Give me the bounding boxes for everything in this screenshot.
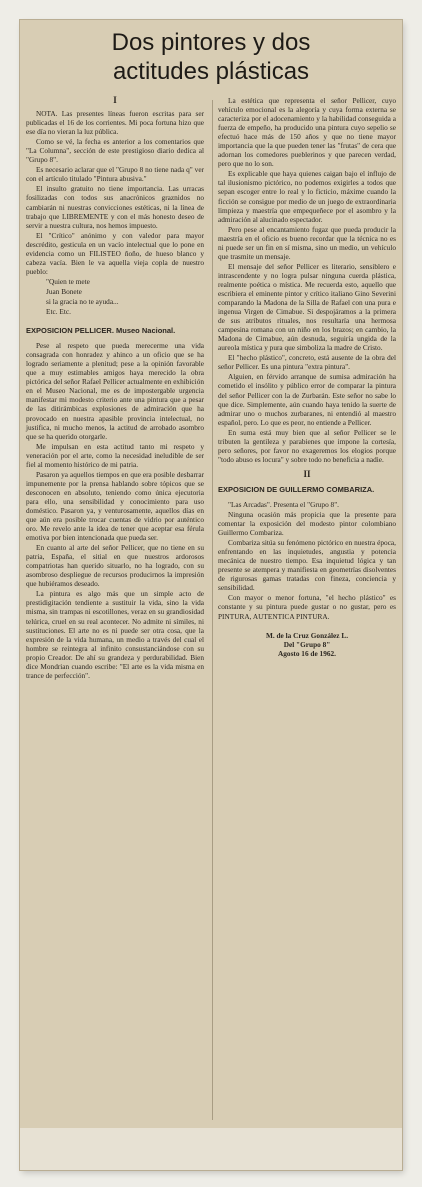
- column-divider: [212, 100, 213, 1120]
- paragraph: Ninguna ocasión más propicia que la presente para comentar la exposición del modesto pintor colombiano Guillermo Combariza.: [218, 510, 396, 538]
- paragraph: Me impulsan en esta actitud tanto mi respeto y veneración por el arte, como la necesidad ineludible de ser fiel al momento histórico de mi patria.: [26, 441, 204, 469]
- paragraph: La pintura es algo más que un simple acto de prestidigitación tendiente a sustituir la vida, sino la vida misma, sin trampas ni escotillones, veraz en su grandiosidad telúrica, cruel en su real acontecer. No admite ni símiles, ni sustituciones. El arte no es ni puede ser otra cosa, que la expresión de la vida humana, un medio a través del cual el hombre se reintegra al infinito consustanciándose con su propio Creador. De ahí su grandeza y perdurabilidad. Bien dice Mondrian cuando escribe: "El arte es la vida misma en trance de perfección".: [26, 589, 204, 680]
- signature-block: [218, 631, 396, 658]
- paragraph: Combariza sitúa su fenómeno pictórico en nuestra época, enfrentando en las inquietudes, angustia y potencia mecánica de nuestro tiempo. Esa inquietud lógica y tan presente se atempera y manifiesta en geometrías disolventes de rigurosas gamas tratadas con fineza, conciencia y sensibilidad.: [218, 538, 396, 593]
- paragraph: Pasaron ya aquellos tiempos en que era posible desbarrar impunemente por la prensa hablando sobre tópicos que se desconocen en absoluto, teniendo como única ejecutoria para ello, una sensibilidad y conocimiento para uso doméstico. Pasaron ya, y venturosamente, aquellos días en que aún era posible trocar cuentas de vidrio por auténtico oro. Me revelo ante la idea de tener que aceptar esa férula emotiva por bien intencionada que pueda ser.: [26, 469, 204, 543]
- left-column: [26, 96, 204, 681]
- paragraph: La estética que representa el señor Pellicer, cuyo vehículo emocional es la alegoría y cuya forma externa se caracteriza por el adocenamiento y la habilidad conseguida a fuerza de empeño, ha producido una pintura cuyo sepelio se efectuó hace más de 150 años y que no tiene mayor importancia que la que pueden tener las "frutas" de cera que adornan los comedores pueblerinos y que parecen verdad, pero que no lo son.: [218, 96, 396, 169]
- headline-line-1: Dos pintores y dos: [111, 29, 311, 56]
- section-title-combariza: EXPOSICION DE GUILLERMO COMBARIZA.: [218, 484, 375, 494]
- section-number-ii: II: [303, 468, 311, 479]
- paragraph: Pese al respeto que pueda merecerme una vida consagrada con honradez y ahinco a un oficio que se ha logrado seriamente a plenitud; pese a la opinión favorable que a muy estimables amigos haya merecido la obra pictórica del señor Rafael Pellicer actualmente en exhibición en el Museo Nacional, me es de impostergable urgencia manifestar mi modesto criterio ante una pintura que a pesar de las ditirámbicas explosiones de admiración que ha provocado en nuestra apasible provincia intelectual, no justifica, ni mucho menos, la actitud de arrobado asombro que se ha querido otorgarle.: [26, 341, 204, 441]
- clipping-bottom-edge: [20, 1128, 402, 1170]
- poem-line: Etc. Etc.: [46, 307, 71, 317]
- paragraph: El mensaje del señor Pellicer es literario, sensiblero e intrascendente y no logra pulsar ninguna cuerda plástica, realmente poética o mística. Me recuerda esto, aquello que escribiera el eminente pintor y crítico italiano Gino Severini comparando la Madona de la Silla de Rafael con una pura e ingenua Virgen de Cimabue. Si despojáramos a la primera de sus atributos rituales, nos resultaría una hermosa campesina romana con un niño en los brazos; en cambio, la Madona de Cimabue, aún desnuda, seguiría ungida de la aureola mística y pura que simboliza la madre de Cristo.: [218, 261, 396, 353]
- section-number-i: I: [113, 95, 117, 105]
- paragraph: El "Crítico" anónimo y con valedor para mayor descrédito, gesticula en un vacío intelectual que lo pone en evidencia como un FILISTEO ñoño, de hueso blanco y cabeza vacía. Bien le va aquella vieja copla de nuestro pueblo:: [26, 230, 204, 276]
- paragraph: "Las Arcadas". Presenta el "Grupo 8".: [228, 499, 339, 509]
- headline-line-2: actitudes plásticas: [112, 58, 310, 85]
- signature-date: Agosto 16 de 1962.: [278, 648, 336, 658]
- poem-line: "Quien te mete: [46, 276, 90, 286]
- right-column: [218, 96, 396, 658]
- paragraph: Es explicable que haya quienes caigan bajo el influjo de tal ilusionismo pictórico, no podemos exigirles a todos que sepan escoger entre lo real y lo ficticio, máxime cuando la ficción se consigue por medio de un juego de extraordinaria limpieza y maestría que empequeñece por el asombro y la admiración al alucinado espectador.: [218, 169, 396, 224]
- paragraph: En cuanto al arte del señor Pellicer, que no tiene en su patria, España, el sitial en que nuestros ardorosos compatriotas han querido situarlo, no ha logrado, con su asombroso despliegue de recursos producirnos la impresión que hubiéramos deseado.: [26, 543, 204, 589]
- paragraph: NOTA. Las presentes líneas fueron escritas para ser publicadas el 16 de los corrientes. Mi poca fortuna hizo que ese día no vieran la luz pública.: [26, 109, 204, 137]
- paragraph: El insulto gratuito no tiene importancia. Las urracas fosilizadas con todos sus anacrónicos graznidos no cambiarán ni nuestras convicciones estéticas, ni la línea de trabajo que LIBREMENTE y con el más honesto deseo de servir a nuestra cultura, nos hemos impuesto.: [26, 184, 204, 230]
- paragraph: En suma está muy bien que al señor Pellicer se le tributen la gentileza y parabienes que impone la cortesía, pero señores, por favor no exageremos los elogios porque "todo abuso es locura" y sobre todo no beneficia a nadie.: [218, 427, 396, 464]
- paragraph: Con mayor o menor fortuna, "el hecho plástico" es constante y su pintura puede gustar o no gustar, pero es PINTURA, AUTENTICA PINTURA.: [218, 593, 396, 621]
- paragraph: Pero pese al encantamiento fugaz que pueda producir la maestría en el oficio es bueno recordar que la técnica no es ni puede ser un fin en sí misma, sino un medio, un vehículo que trasmite un mensaje.: [218, 224, 396, 261]
- paragraph: Como se vé, la fecha es anterior a los comentarios que "La Columna", sección de este prestigioso diario dedica al "Grupo 8".: [26, 137, 204, 165]
- section-title-pellicer: EXPOSICION PELLICER. Museo Nacional.: [26, 326, 176, 336]
- poem-line: Juan Bonete: [46, 286, 82, 296]
- headline: [20, 28, 402, 86]
- paragraph: Es necesario aclarar que el "Grupo 8 no tiene nada q" ver con el artículo titulado "Pintura abusiva.": [26, 165, 204, 184]
- paragraph: Alguien, en férvido arranque de sumisa admiración ha cometido el insólito y público error de comparar la pintura del señor Pellicer con la de Zurbarán. Este señor no sabe lo que dice. Simplemente, aún cuando haya tenido la suerte de admirar uno o muchos zurbaranes, ni entendió al maestro español, pero. Lo que es peor, no entiende a Pellicer.: [218, 372, 396, 427]
- signature-name: M. de la Cruz González L.: [265, 630, 349, 640]
- newspaper-clipping: [20, 20, 402, 1170]
- signature-group: Del "Grupo 8": [283, 639, 331, 649]
- paragraph: El "hecho plástico", concreto, está ausente de la obra del señor Pellicer. Es una pintura "extra pintura".: [218, 353, 396, 372]
- poem-line: si la gracia no te ayuda...: [46, 296, 119, 306]
